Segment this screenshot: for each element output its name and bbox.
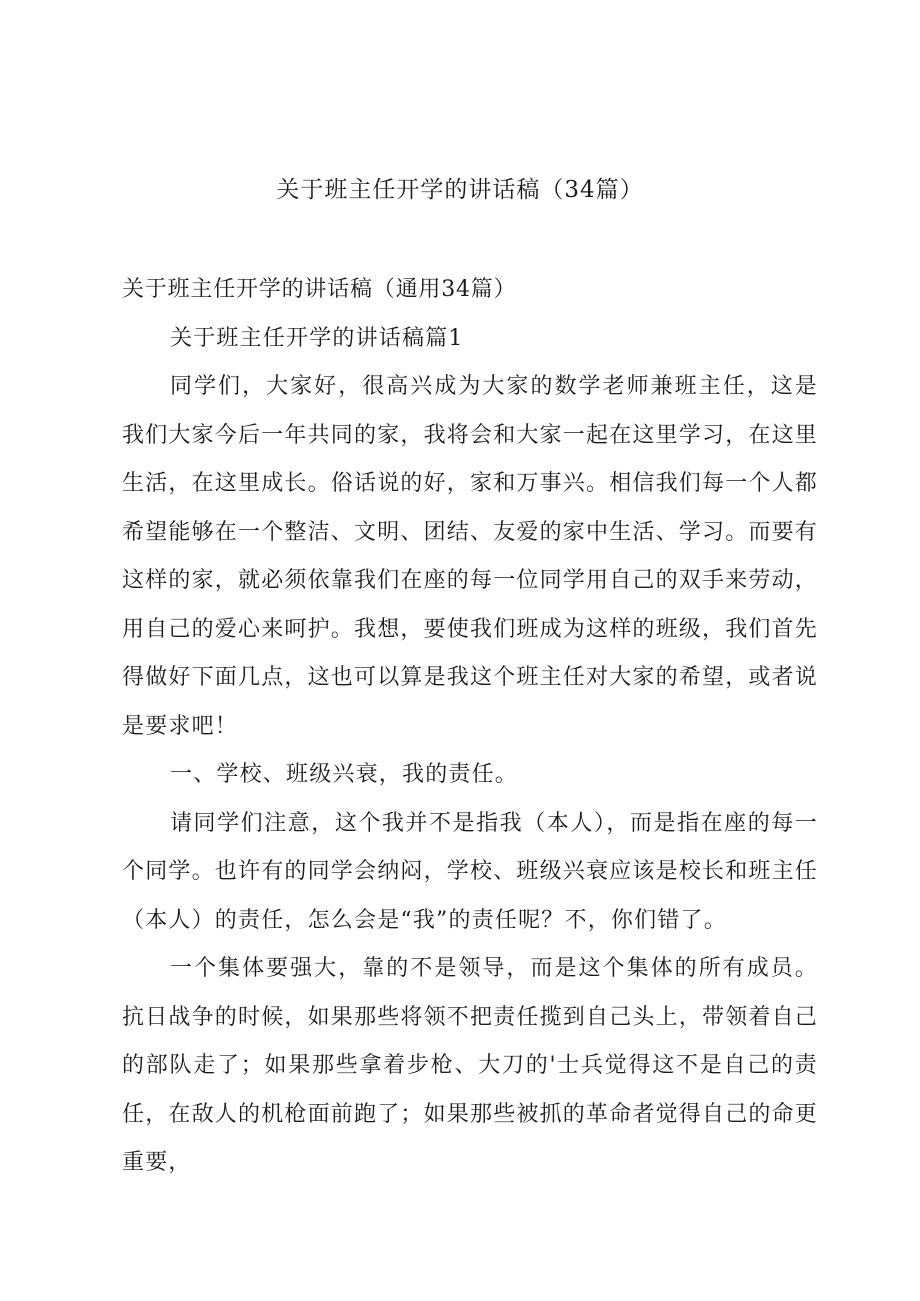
body-paragraph: 一个集体要强大，靠的不是领导，而是这个集体的所有成员。抗日战争的时候，如果那些将领不把责任揽到自己头上，带领着自己的部队走了；如果那些拿着步枪、大刀的'士兵觉得这不是自己的责任，在敌人的机枪面前跑了；如果那些被抓的革命者觉得自己的命更重要， — [122, 956, 819, 1175]
section-heading: 关于班主任开学的讲话稿篇1 — [170, 325, 464, 351]
body-paragraph: 同学们，大家好，很高兴成为大家的数学老师兼班主任，这是我们大家今后一年共同的家，我将会和大家一起在这里学习，在这里生活，在这里成长。俗话说的好，家和万事兴。相信我们每一个人都希望能够在一个整洁、文明、团结、友爱的家中生活、学习。而要有这样的家，就必须依靠我们在座的每一位同学用自己的双手来劳动，用自己的爱心来呵护。我想，要使我们班成为这样的班级，我们首先得做好下面几点，这也可以算是我这个班主任对大家的希望，或者说是要求吧！ — [122, 374, 819, 739]
document-title: 关于班主任开学的讲话稿（34篇） — [276, 177, 644, 203]
document-subtitle: 关于班主任开学的讲话稿（通用34篇） — [122, 277, 517, 302]
document-body — [122, 266, 818, 1188]
point-heading: 一、学校、班级兴衰，我的责任。 — [170, 762, 519, 787]
body-paragraph: 请同学们注意，这个我并不是指我（本人），而是指在座的每一个同学。也许有的同学会纳闷，学校、班级兴衰应该是校长和班主任（本人）的责任，怎么会是“我”的责任呢？不，你们错了。 — [122, 810, 819, 933]
